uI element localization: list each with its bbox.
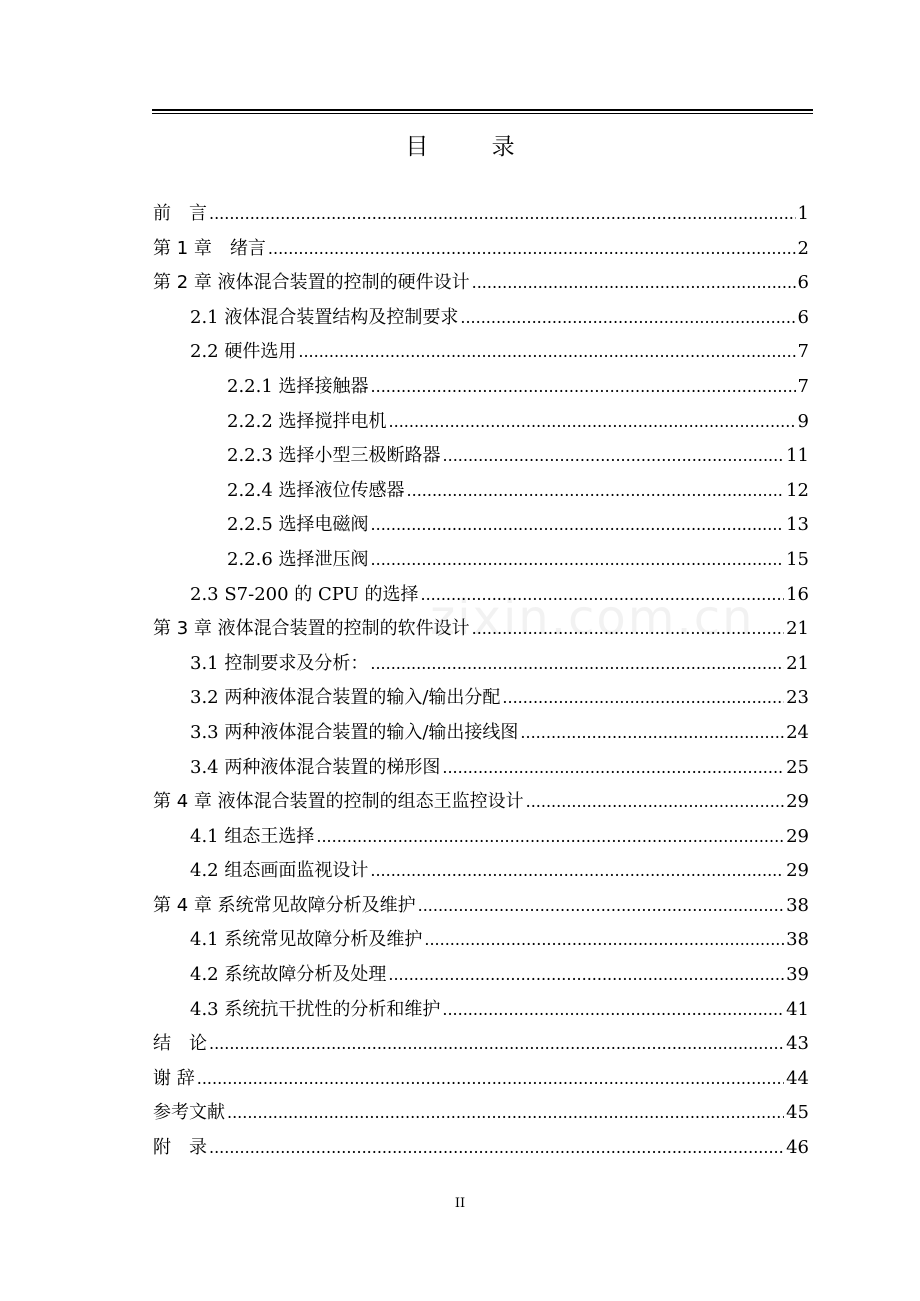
toc-entry[interactable] [153,785,809,820]
toc-entry-label: 4.2 系统故障分析及处理 [190,964,387,986]
toc-leader-dots [420,578,784,613]
toc-leader-dots [443,439,785,474]
toc-entry[interactable] [153,578,809,613]
toc-entry[interactable] [153,854,809,889]
toc-leader-dots [424,923,784,958]
toc-entry[interactable] [153,1027,809,1062]
toc-leader-dots [502,681,784,716]
toc-entry-page: 9 [797,410,809,432]
toc-entry[interactable] [153,993,809,1028]
toc-entry-page: 7 [797,375,809,397]
toc-entry-label: 附 录 [153,1137,207,1159]
toc-leader-dots [472,266,796,301]
toc-entry-page: 29 [786,860,809,882]
toc-entry-label: 2.2.2 选择搅拌电机 [227,410,387,432]
toc-entry-page: 13 [786,514,809,536]
toc-entry[interactable] [153,508,809,543]
toc-entry[interactable] [153,335,809,370]
toc-leader-dots [442,751,784,786]
toc-leader-dots [268,232,796,267]
toc-entry-page: 21 [786,618,809,640]
toc-entry[interactable] [153,889,809,924]
toc-entry[interactable] [153,681,809,716]
toc-entry-page: 29 [786,791,809,813]
toc-entry-page: 6 [797,306,809,328]
toc-entry-label: 2.2.4 选择液位传感器 [227,479,405,501]
toc-entry-page: 11 [786,445,809,467]
toc-entry-label: 3.2 两种液体混合装置的输入/输出分配 [190,687,501,709]
toc-entry-label: 前 言 [153,203,207,224]
toc-entry-page: 41 [786,998,809,1020]
toc-entry[interactable] [153,301,809,336]
toc-entry-page: 38 [786,894,809,916]
toc-entry-page: 6 [797,272,809,294]
table-of-contents [153,197,809,1166]
toc-entry[interactable] [153,266,809,301]
toc-entry-page: 15 [786,548,809,570]
toc-leader-dots [472,612,784,647]
toc-entry-label: 2.2.3 选择小型三极断路器 [227,445,441,467]
toc-entry-page: 23 [786,687,809,709]
toc-leader-dots [388,958,784,993]
toc-entry-label: 4.3 系统抗干扰性的分析和维护 [190,998,441,1020]
toc-entry[interactable] [153,923,809,958]
toc-leader-dots [209,1027,784,1062]
toc-entry[interactable] [153,1131,809,1166]
header-rule-thin [152,113,813,114]
toc-leader-dots [418,889,784,924]
toc-entry-page: 16 [786,583,809,605]
toc-entry-page: 38 [786,929,809,951]
toc-leader-dots [370,854,784,889]
toc-entry-label: 4.1 组态王选择 [190,825,315,847]
toc-entry[interactable] [153,197,809,232]
toc-leader-dots [370,647,784,682]
toc-entry-page: 43 [786,1033,809,1055]
toc-leader-dots [407,474,785,509]
toc-entry-page: 12 [786,479,809,501]
toc-entry-page: 29 [786,825,809,847]
toc-leader-dots [209,1131,784,1166]
toc-leader-dots [209,197,796,232]
toc-entry-label: 2.2.5 选择电磁阀 [227,514,369,536]
toc-entry[interactable] [153,405,809,440]
toc-entry-page: 25 [786,756,809,778]
toc-entry-page: 39 [786,964,809,986]
toc-entry-label: 谢 辞 [153,1067,195,1089]
toc-entry-label: 第 4 章 液体混合装置的控制的组态王监控设计 [153,791,524,813]
page-title: 目 录 [405,134,543,160]
toc-entry-label: 2.3 S7-200 的 CPU 的选择 [190,583,419,605]
toc-entry[interactable] [153,1062,809,1097]
toc-entry-label: 2.2 硬件选用 [190,341,297,363]
toc-entry[interactable] [153,647,809,682]
toc-entry-label: 结 论 [153,1033,207,1055]
toc-entry[interactable] [153,958,809,993]
toc-entry-page: 45 [786,1102,809,1124]
toc-entry-label: 4.1 系统常见故障分析及维护 [190,929,423,951]
toc-leader-dots [442,993,784,1028]
toc-entry-label: 3.1 控制要求及分析： [190,652,369,674]
toc-entry-label: 第 1 章 绪言 [153,237,266,259]
toc-entry-page: 46 [786,1137,809,1159]
toc-entry-label: 2.2.1 选择接触器 [227,375,369,397]
toc-leader-dots [316,820,784,855]
toc-entry[interactable] [153,370,809,405]
toc-leader-dots [298,335,795,370]
toc-entry-page: 7 [797,341,809,363]
toc-leader-dots [520,716,784,751]
toc-leader-dots [460,301,795,336]
toc-entry-page: 1 [797,203,809,224]
toc-entry[interactable] [153,232,809,267]
toc-leader-dots [389,405,796,440]
toc-leader-dots [526,785,784,820]
toc-entry-page: 21 [786,652,809,674]
toc-entry[interactable] [153,474,809,509]
toc-entry-label: 4.2 组态画面监视设计 [190,860,369,882]
toc-entry-label: 第 2 章 液体混合装置的控制的硬件设计 [153,272,470,294]
toc-entry[interactable] [153,716,809,751]
toc-entry-label: 3.3 两种液体混合装置的输入/输出接线图 [190,721,519,743]
toc-entry-label: 3.4 两种液体混合装置的梯形图 [190,756,441,778]
toc-entry-label: 参考文献 [153,1102,225,1124]
toc-entry[interactable] [153,439,809,474]
toc-entry[interactable] [153,612,809,647]
toc-entry-page: 24 [786,721,809,743]
toc-entry-label: 2.2.6 选择泄压阀 [227,548,369,570]
header-rule [152,109,813,111]
toc-entry-label: 2.1 液体混合装置结构及控制要求 [190,306,459,328]
toc-entry-page: 2 [797,237,809,259]
page-number: II [454,1196,466,1211]
toc-leader-dots [371,370,796,405]
toc-entry-page: 44 [786,1067,809,1089]
toc-leader-dots [227,1096,784,1131]
toc-leader-dots [371,543,785,578]
toc-leader-dots [197,1062,784,1097]
toc-entry[interactable] [153,1096,809,1131]
toc-leader-dots [371,508,785,543]
toc-entry-label: 第 4 章 系统常见故障分析及维护 [153,894,416,916]
toc-entry[interactable] [153,543,809,578]
toc-entry-label: 第 3 章 液体混合装置的控制的软件设计 [153,618,470,640]
toc-entry[interactable] [153,820,809,855]
toc-entry[interactable] [153,751,809,786]
watermark: zixin.com.cn [430,590,755,646]
